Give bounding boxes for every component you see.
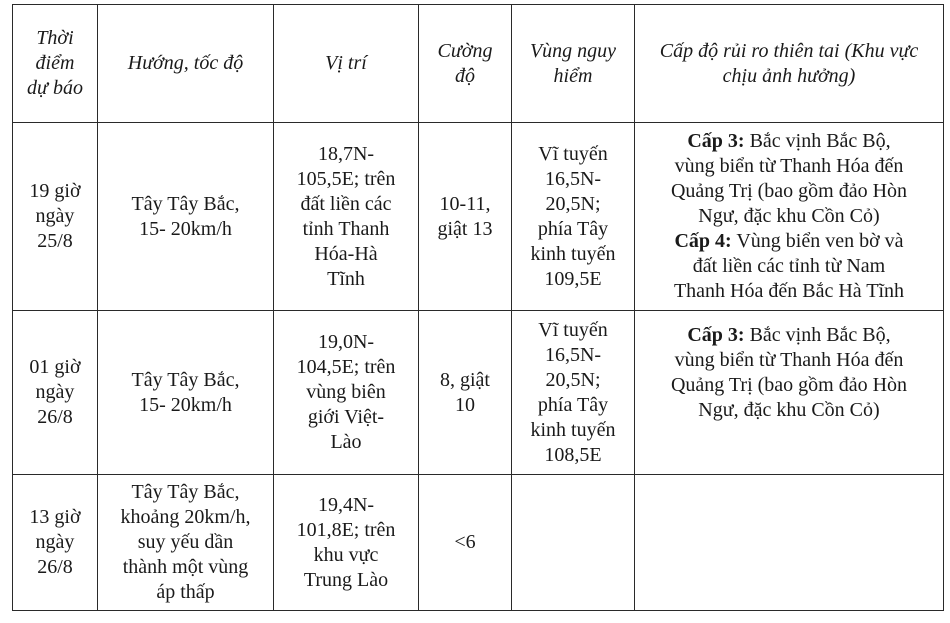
risk-line	[639, 323, 939, 348]
cell-text: 108,5E	[544, 443, 602, 466]
cell-position	[274, 311, 419, 475]
cell-text: Tĩnh	[327, 267, 365, 290]
cell-text: thành một vùng	[122, 556, 249, 578]
cell-text: kinh tuyến	[530, 242, 616, 265]
risk-level-label: Cấp 3:	[687, 324, 745, 346]
cell-risk-level	[635, 311, 944, 475]
cell-text: 19,0N-	[317, 331, 375, 353]
cell-direction	[98, 475, 274, 611]
cell-text: Vĩ tuyến	[538, 318, 608, 341]
header-risk-level-label: Cấp độ rủi ro thiên tai (Khu vực chịu ảnh hưởng)	[659, 39, 919, 87]
cell-text: ngày	[35, 205, 75, 227]
cell-text: 104,5E; trên	[296, 356, 396, 378]
cell-time	[13, 123, 98, 311]
risk-level-label: Cấp 4:	[674, 230, 732, 252]
cell-text: Vĩ tuyến	[538, 142, 608, 165]
cell-text: khu vực	[313, 543, 379, 566]
cell-text: khoảng 20km/h,	[120, 506, 251, 528]
cell-text: Thanh Hóa đến Bắc Hà Tĩnh	[673, 280, 905, 302]
cell-text: 19 giờ	[29, 180, 81, 202]
cell-text: giới Việt-	[307, 406, 385, 428]
cell-intensity	[419, 123, 512, 311]
cell-text: 10-11,	[439, 192, 491, 215]
cell-text: 13 giờ	[29, 506, 81, 528]
cell-text: 16,5N-	[544, 167, 602, 190]
cell-text: Bắc vịnh Bắc Bộ,	[744, 324, 891, 346]
cell-text: tỉnh Thanh	[302, 217, 390, 240]
cell-text: 15- 20km/h	[139, 393, 232, 416]
cell-text: Tây Tây Bắc,	[131, 481, 240, 503]
header-direction	[98, 5, 274, 123]
cell-text: vùng biển từ Thanh Hóa đến	[674, 155, 904, 177]
cell-text: Tây Tây Bắc,	[131, 192, 240, 215]
cell-text: phía Tây	[537, 393, 609, 416]
cell-direction	[98, 123, 274, 311]
cell-text: ngày	[35, 381, 75, 403]
header-intensity-label: Cường độ	[437, 39, 493, 87]
header-time-label: Thời điểm dự báo	[27, 27, 83, 99]
cell-text: 18,7N-	[317, 142, 375, 165]
header-direction-label: Hướng, tốc độ	[127, 52, 244, 74]
cell-text: 105,5E; trên	[296, 167, 396, 190]
cell-text: Bắc vịnh Bắc Bộ,	[744, 130, 891, 152]
cell-text: Lào	[330, 431, 362, 453]
cell-text: kinh tuyến	[530, 418, 616, 441]
forecast-table	[12, 4, 944, 611]
cell-risk-level	[635, 123, 944, 311]
cell-text: 26/8	[37, 556, 73, 578]
cell-risk-level	[635, 475, 944, 611]
cell-text: ngày	[35, 531, 75, 553]
cell-text: áp thấp	[156, 581, 215, 603]
cell-text: <6	[454, 531, 476, 553]
cell-text: Ngư, đặc khu Cồn Cỏ)	[698, 399, 880, 421]
cell-text: giật 13	[437, 217, 493, 240]
cell-danger-zone	[512, 123, 635, 311]
cell-intensity	[419, 311, 512, 475]
cell-text: đất liền các tỉnh từ Nam	[692, 255, 886, 277]
cell-text: 10	[455, 393, 475, 416]
cell-text: Vùng biển ven bờ và	[731, 230, 904, 252]
cell-text: 15- 20km/h	[139, 217, 232, 240]
cell-text: 25/8	[37, 230, 73, 252]
risk-line	[639, 129, 939, 154]
cell-text: 16,5N-	[544, 343, 602, 366]
cell-text: vùng biên	[306, 381, 386, 403]
cell-text: 19,4N-	[317, 493, 375, 516]
cell-position	[274, 475, 419, 611]
header-position-label: Vị trí	[325, 52, 367, 74]
cell-text: 8, giật	[440, 368, 490, 391]
header-time	[13, 5, 98, 123]
cell-text: Quảng Trị (bao gồm đảo Hòn	[670, 180, 908, 202]
cell-text: Ngư, đặc khu Cồn Cỏ)	[698, 205, 880, 227]
table-row	[13, 311, 944, 475]
cell-position	[274, 123, 419, 311]
cell-time	[13, 311, 98, 475]
cell-text: đất liền các	[300, 192, 392, 215]
table-row	[13, 475, 944, 611]
cell-text: phía Tây	[537, 217, 609, 240]
header-row	[13, 5, 944, 123]
header-position	[274, 5, 419, 123]
cell-text: Tây Tây Bắc,	[131, 368, 240, 391]
cell-time	[13, 475, 98, 611]
cell-text: 26/8	[37, 406, 73, 428]
header-danger-zone	[512, 5, 635, 123]
cell-danger-zone	[512, 475, 635, 611]
cell-text: 20,5N;	[545, 192, 601, 215]
cell-text: 01 giờ	[29, 356, 81, 378]
cell-text: Trung Lào	[303, 568, 389, 591]
cell-text: Hóa-Hà	[314, 242, 378, 265]
cell-text: 109,5E	[544, 267, 602, 290]
cell-danger-zone	[512, 311, 635, 475]
header-risk-level	[635, 5, 944, 123]
cell-text: Quảng Trị (bao gồm đảo Hòn	[670, 374, 908, 396]
cell-text: suy yếu dần	[137, 531, 234, 553]
cell-text: 101,8E; trên	[296, 518, 396, 541]
risk-line	[639, 229, 939, 254]
cell-intensity	[419, 475, 512, 611]
header-danger-zone-label: Vùng nguy hiểm	[529, 39, 617, 87]
table-row	[13, 123, 944, 311]
risk-level-label: Cấp 3:	[687, 130, 745, 152]
cell-direction	[98, 311, 274, 475]
cell-text: vùng biển từ Thanh Hóa đến	[674, 349, 904, 371]
cell-text: 20,5N;	[545, 368, 601, 391]
header-intensity	[419, 5, 512, 123]
